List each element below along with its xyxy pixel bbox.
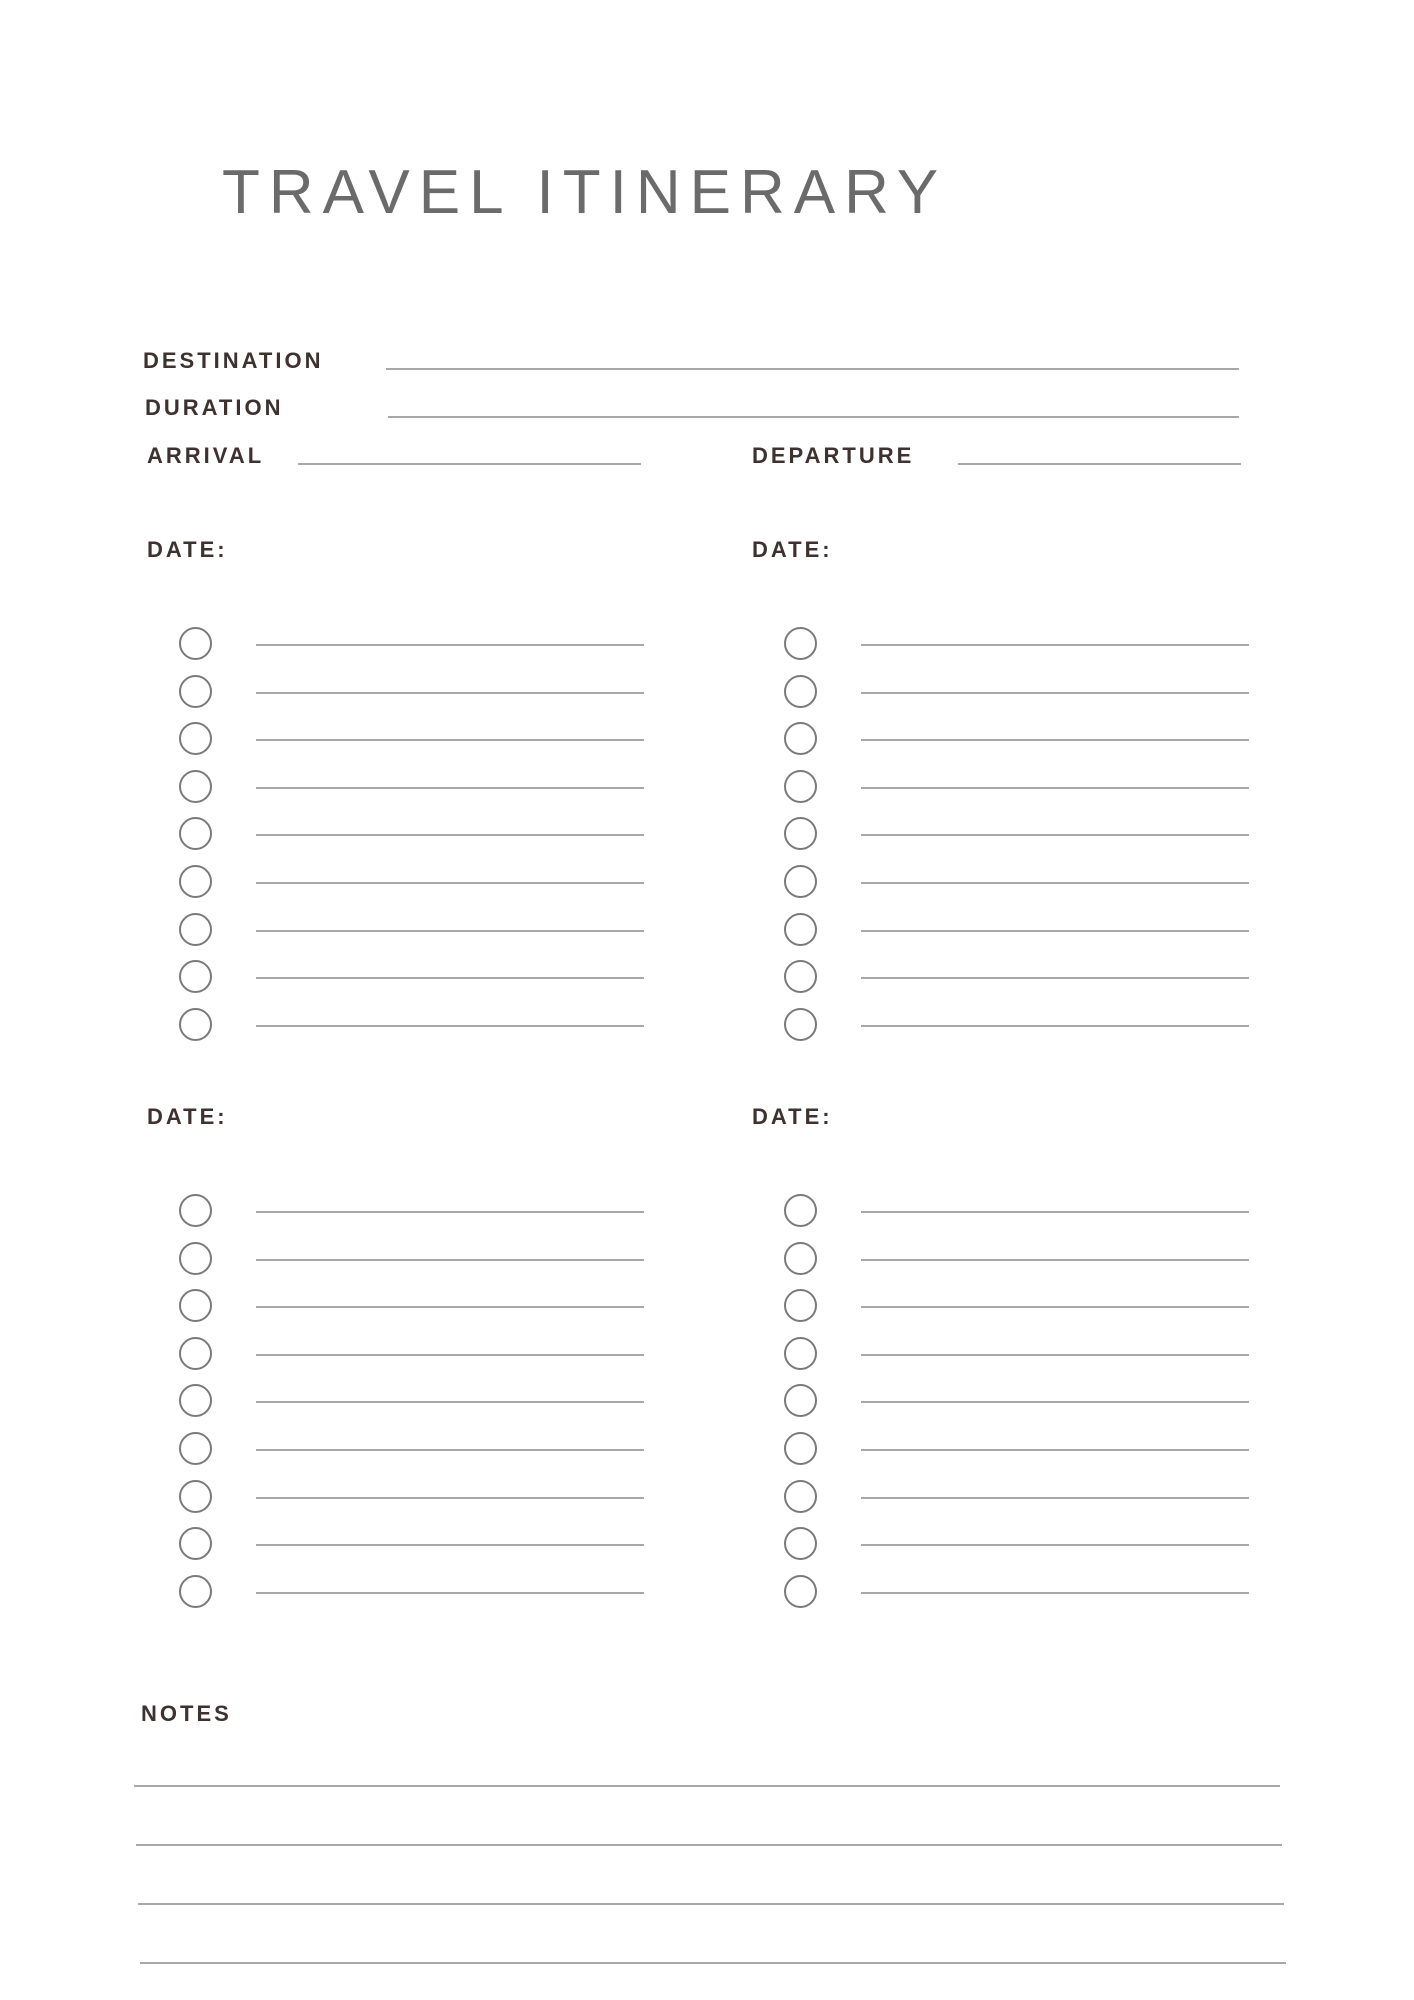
checkbox-circle[interactable] <box>784 1384 817 1417</box>
duration-field-line[interactable] <box>388 416 1239 418</box>
checklist-line[interactable] <box>256 834 644 836</box>
checklist-line[interactable] <box>861 1259 1249 1261</box>
checklist-line[interactable] <box>861 1211 1249 1213</box>
checkbox-circle[interactable] <box>179 722 212 755</box>
checklist-line[interactable] <box>256 1497 644 1499</box>
checklist-line[interactable] <box>256 739 644 741</box>
notes-line[interactable] <box>138 1903 1284 1905</box>
checkbox-circle[interactable] <box>179 1527 212 1560</box>
checklist-line[interactable] <box>861 977 1249 979</box>
date-label: DATE: <box>752 537 833 562</box>
destination-label: DESTINATION <box>143 348 324 373</box>
checklist-row <box>784 1242 1274 1278</box>
checkbox-circle[interactable] <box>784 817 817 850</box>
checklist-line[interactable] <box>256 1449 644 1451</box>
checkbox-circle[interactable] <box>179 1480 212 1513</box>
checklist-line[interactable] <box>861 930 1249 932</box>
checklist-row <box>784 960 1274 996</box>
checklist-line[interactable] <box>256 1354 644 1356</box>
checklist-line[interactable] <box>861 1306 1249 1308</box>
checkbox-circle[interactable] <box>179 627 212 660</box>
notes-label: NOTES <box>141 1701 232 1726</box>
checklist-row <box>784 865 1274 901</box>
checkbox-circle[interactable] <box>784 1432 817 1465</box>
checklist-row <box>784 1480 1274 1516</box>
checklist-row <box>179 913 669 949</box>
date-label: DATE: <box>147 537 228 562</box>
checklist-row <box>179 722 669 758</box>
checklist-row <box>179 1289 669 1325</box>
checklist-row <box>179 817 669 853</box>
checklist-row <box>784 675 1274 711</box>
checklist-row <box>179 960 669 996</box>
checklist-line[interactable] <box>861 1497 1249 1499</box>
arrival-label: ARRIVAL <box>147 443 265 468</box>
checklist-row <box>179 1575 669 1611</box>
checkbox-circle[interactable] <box>784 627 817 660</box>
checklist-row <box>179 1527 669 1563</box>
day-section <box>752 539 1272 1059</box>
date-label: DATE: <box>147 1104 228 1129</box>
checklist-row <box>784 722 1274 758</box>
checklist-row <box>784 1432 1274 1468</box>
checklist-line[interactable] <box>861 1544 1249 1546</box>
checklist-row <box>784 1384 1274 1420</box>
checklist-row <box>179 1432 669 1468</box>
duration-label: DURATION <box>145 395 284 420</box>
day-section <box>147 1106 667 1626</box>
checklist-row <box>179 1242 669 1278</box>
checklist-line[interactable] <box>256 1211 644 1213</box>
checklist-row <box>784 1194 1274 1230</box>
checkbox-circle[interactable] <box>784 913 817 946</box>
checkbox-circle[interactable] <box>784 865 817 898</box>
checklist-line[interactable] <box>256 1259 644 1261</box>
checkbox-circle[interactable] <box>179 1289 212 1322</box>
checklist-row <box>179 770 669 806</box>
day-section <box>752 1106 1272 1626</box>
checklist-line[interactable] <box>861 692 1249 694</box>
checklist-row <box>784 1337 1274 1373</box>
checklist-line[interactable] <box>861 1449 1249 1451</box>
checkbox-circle[interactable] <box>784 1008 817 1041</box>
checklist-line[interactable] <box>256 1025 644 1027</box>
checkbox-circle[interactable] <box>784 960 817 993</box>
checkbox-circle[interactable] <box>784 675 817 708</box>
checklist-line[interactable] <box>861 1401 1249 1403</box>
checklist-line[interactable] <box>861 644 1249 646</box>
checklist-line[interactable] <box>861 834 1249 836</box>
checklist-row <box>179 865 669 901</box>
checkbox-circle[interactable] <box>784 1337 817 1370</box>
checkbox-circle[interactable] <box>179 913 212 946</box>
checklist-line[interactable] <box>256 692 644 694</box>
checklist-line[interactable] <box>861 1354 1249 1356</box>
checkbox-circle[interactable] <box>784 1575 817 1608</box>
checklist-row <box>784 1527 1274 1563</box>
checklist-line[interactable] <box>256 1592 644 1594</box>
checkbox-circle[interactable] <box>784 1194 817 1227</box>
notes-line[interactable] <box>140 1962 1286 1964</box>
checklist-row <box>784 913 1274 949</box>
checklist-row <box>784 770 1274 806</box>
checklist-line[interactable] <box>256 882 644 884</box>
checklist-row <box>179 1194 669 1230</box>
notes-line[interactable] <box>136 1844 1282 1846</box>
checklist-line[interactable] <box>861 739 1249 741</box>
destination-field-line[interactable] <box>386 368 1239 370</box>
date-label: DATE: <box>752 1104 833 1129</box>
checklist-line[interactable] <box>256 930 644 932</box>
checkbox-circle[interactable] <box>179 1575 212 1608</box>
checkbox-circle[interactable] <box>179 1008 212 1041</box>
departure-label: DEPARTURE <box>752 443 915 468</box>
departure-field-line[interactable] <box>958 463 1241 465</box>
day-section <box>147 539 667 1059</box>
checkbox-circle[interactable] <box>179 1242 212 1275</box>
checklist-line[interactable] <box>256 1544 644 1546</box>
checklist-line[interactable] <box>256 1401 644 1403</box>
checkbox-circle[interactable] <box>179 675 212 708</box>
checklist-row <box>179 627 669 663</box>
checkbox-circle[interactable] <box>179 1194 212 1227</box>
checkbox-circle[interactable] <box>179 1384 212 1417</box>
checkbox-circle[interactable] <box>179 865 212 898</box>
checklist-row <box>179 1384 669 1420</box>
checkbox-circle[interactable] <box>179 960 212 993</box>
checklist-row <box>784 1289 1274 1325</box>
checklist-line[interactable] <box>861 1025 1249 1027</box>
arrival-field-line[interactable] <box>298 463 641 465</box>
checkbox-circle[interactable] <box>179 1337 212 1370</box>
checklist-line[interactable] <box>256 787 644 789</box>
checklist-row <box>179 1480 669 1516</box>
checkbox-circle[interactable] <box>784 1289 817 1322</box>
checkbox-circle[interactable] <box>179 1432 212 1465</box>
checklist-row <box>784 817 1274 853</box>
checkbox-circle[interactable] <box>784 770 817 803</box>
checkbox-circle[interactable] <box>784 722 817 755</box>
checklist-line[interactable] <box>256 977 644 979</box>
checklist-line[interactable] <box>861 787 1249 789</box>
checkbox-circle[interactable] <box>179 770 212 803</box>
checklist-row <box>784 627 1274 663</box>
checklist-row <box>784 1575 1274 1611</box>
checkbox-circle[interactable] <box>784 1480 817 1513</box>
checklist-row <box>179 675 669 711</box>
checkbox-circle[interactable] <box>179 817 212 850</box>
checkbox-circle[interactable] <box>784 1527 817 1560</box>
notes-line[interactable] <box>134 1785 1280 1787</box>
page-title: TRAVEL ITINERARY <box>222 158 948 227</box>
checklist-line[interactable] <box>256 1306 644 1308</box>
checklist-line[interactable] <box>861 1592 1249 1594</box>
checklist-line[interactable] <box>256 644 644 646</box>
checklist-line[interactable] <box>861 882 1249 884</box>
checklist-row <box>179 1008 669 1044</box>
checklist-row <box>784 1008 1274 1044</box>
checklist-row <box>179 1337 669 1373</box>
checkbox-circle[interactable] <box>784 1242 817 1275</box>
